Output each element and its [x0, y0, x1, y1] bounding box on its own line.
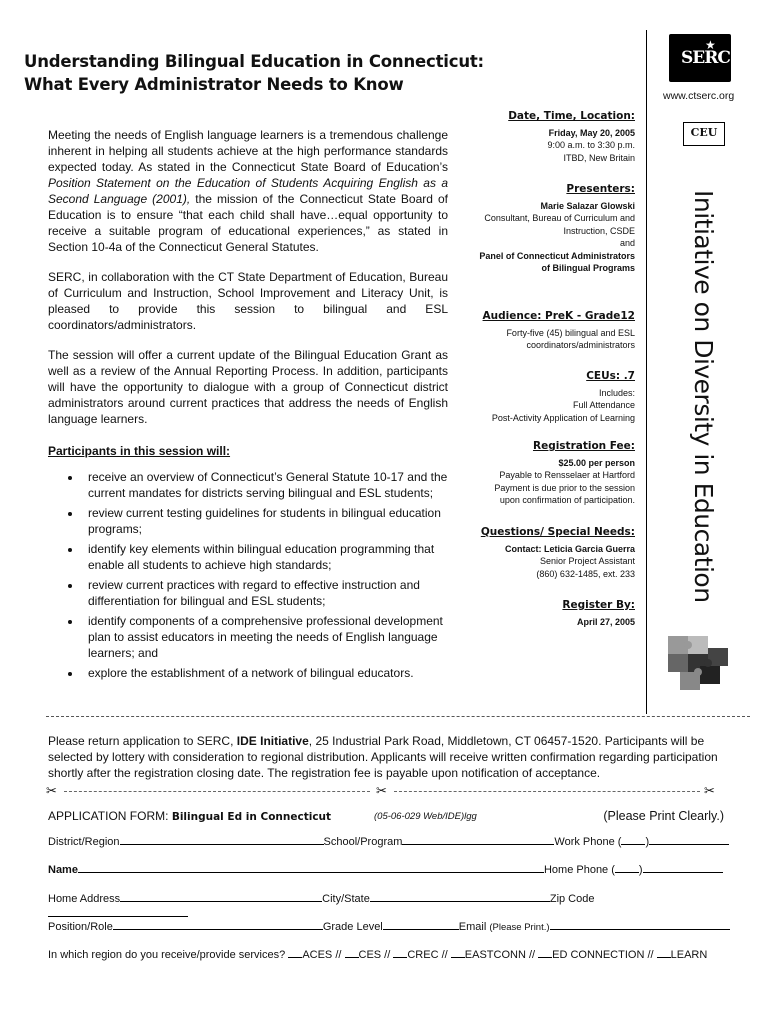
questions-special-needs: Questions/ Special Needs: Contact: Leticia Garcia Guerra Senior Project Assistant (860) 632-1485, ext. 233: [480, 526, 635, 579]
title-line-1: Understanding Bilingual Education in Connecticut:: [24, 52, 484, 71]
list-item: • identify key elements within bilingual education programming that enable all students to achieve high standards;: [82, 541, 448, 573]
region-question: In which region do you receive/provide services?: [48, 949, 286, 961]
zip-field[interactable]: [48, 905, 188, 917]
page-title: [24, 50, 484, 96]
form-label: APPLICATION FORM:: [48, 809, 169, 823]
region-option: CREC //: [407, 949, 448, 961]
scissors-icon: ✂: [46, 783, 57, 798]
grade-label: Grade Level: [322, 921, 383, 933]
list-item: • receive an overview of Connecticut’s General Statute 10-17 and the current mandates for districts serving bilingual and ESL students;: [82, 469, 448, 501]
form-row-position: [48, 918, 732, 933]
name-field[interactable]: [78, 861, 544, 873]
home-phone-field[interactable]: [643, 861, 723, 873]
list-item: • review current practices with regard to effective instruction and differentiation for bilingual and ESL students;: [82, 577, 448, 609]
scissors-icon: ✂: [376, 783, 387, 798]
cut-line: [394, 791, 700, 792]
region-option: ACES //: [302, 949, 342, 961]
section-divider: [46, 716, 750, 717]
list-item: • explore the establishment of a network of bilingual educators.: [82, 665, 448, 681]
region-checkbox[interactable]: [345, 946, 359, 958]
intro-paragraph: Meeting the needs of English language learners is a tremendous challenge inherent in helping all students achieve at the high performance standards expected today. As stated in the Connecticut State Board of Education’s Position Statement on the Education of Students Acquiring English as a Second Language (2001), the mission of the Connecticut State Board of Education is to ensure “that each child shall have…equal opportunity to receive a suitable program of educational experiences,” as stated in Section 10-4a of the Connecticut General Statutes.: [48, 128, 449, 254]
vertical-initiative-title: [688, 190, 718, 603]
list-item: • review current testing guidelines for students in bilingual education programs;: [82, 505, 448, 537]
region-checkbox[interactable]: [657, 946, 671, 958]
collaboration-paragraph: SERC, in collaboration with the CT State Department of Education, Bureau of Curriculum and Instruction, School Improvement and Literacy Unit, is pleased to provide this session to bilingual and ESL coordinators/administrators.: [48, 270, 448, 332]
participants-heading: Participants in this session will:: [48, 444, 231, 458]
ceu-badge: CEU: [683, 122, 725, 146]
register-by: Register By: April 27, 2005: [562, 599, 635, 627]
form-row-region: [48, 946, 732, 961]
date-time-location: Date, Time, Location: Friday, May 20, 2005 9:00 a.m. to 3:30 p.m. ITBD, New Britain: [508, 110, 635, 163]
form-name: Bilingual Ed in Connecticut: [171, 811, 332, 823]
name-label: Name: [48, 864, 78, 876]
ide-initiative: IDE Initiative: [236, 734, 309, 748]
work-phone-field[interactable]: [649, 833, 729, 845]
region-checkbox[interactable]: [538, 946, 552, 958]
region-checkbox[interactable]: [393, 946, 407, 958]
return-instructions: Please return application to SERC, IDE Initiative, 25 Industrial Park Road, Middletown, CT 06457-1520. Participants will be selected by lottery with consideration to regional distribution. Applicants will receive written confirmation regarding participation shortly after the registration closing date. The registration fee is payable upon notification of acceptance.: [48, 734, 718, 780]
work-phone-area-field[interactable]: [621, 833, 645, 845]
city-state-label: City/State: [322, 893, 370, 905]
audience: Audience: PreK - Grade12 Forty-five (45) bilingual and ESL coordinators/administrators: [482, 310, 635, 350]
website-url[interactable]: www.ctserc.org: [663, 90, 735, 102]
form-code: (05-06-029 Web/IDE)lgg: [374, 811, 477, 822]
city-state-field[interactable]: [370, 890, 550, 902]
region-option: CES //: [358, 949, 391, 961]
home-address-field[interactable]: [120, 890, 322, 902]
position-statement-title: Position Statement on the Education of Students Acquiring English as a Second Language (2001),: [48, 176, 448, 206]
presenters: Presenters: Marie Salazar Glowski Consultant, Bureau of Curriculum and Instruction, CSDE and Panel of Connecticut Administrators of Bilingual Programs: [479, 183, 635, 273]
email-field[interactable]: [550, 918, 730, 930]
print-clearly-note: (Please Print Clearly.): [603, 809, 724, 823]
grade-field[interactable]: [383, 918, 459, 930]
objectives-list: [48, 469, 448, 681]
school-label: School/Program: [323, 836, 403, 848]
school-field[interactable]: [402, 833, 554, 845]
serc-logo: [669, 34, 731, 82]
region-checkbox[interactable]: [451, 946, 465, 958]
registration-fee: Registration Fee: $25.00 per person Payable to Rensselaer at Hartford Payment is due prior to the session upon confirmation of participation.: [494, 440, 635, 505]
cut-line: [64, 791, 370, 792]
person-icon: ★: [705, 38, 716, 52]
form-row-name: Name Home Phone ( ): [48, 861, 732, 876]
home-address-label: Home Address: [48, 893, 121, 905]
position-field[interactable]: [113, 918, 323, 930]
email-note: (Please Print.): [489, 922, 550, 933]
vertical-divider: [646, 30, 647, 714]
region-option: ED CONNECTION //: [552, 949, 654, 961]
form-row-district: District/Region School/Program Work Phone ( ): [48, 833, 732, 848]
ceus: CEUs: .7 Includes: Full Attendance Post-Activity Application of Learning: [491, 370, 635, 423]
session-paragraph: The session will offer a current update of the Bilingual Education Grant as well as a review of the Annual Reporting Process. In addition, participants will have the opportunity to dialogue with a group of Connecticut district administrators around current practices that address the needs of English language learners.: [48, 348, 448, 426]
email-label: Email: [458, 921, 487, 933]
application-form-header: [48, 809, 728, 823]
logo-text: SERC: [681, 48, 730, 68]
home-phone-area-field[interactable]: [615, 861, 639, 873]
zip-label: Zip Code: [549, 893, 595, 905]
home-phone-label: Home Phone: [543, 864, 609, 876]
vertical-title-text: Initiative on Diversity in Education: [689, 190, 718, 603]
diversity-puzzle-logo: [660, 622, 736, 702]
position-label: Position/Role: [48, 921, 113, 933]
form-row-address: [48, 890, 732, 920]
region-option: EASTCONN //: [464, 949, 536, 961]
district-field[interactable]: [120, 833, 324, 845]
region-option: LEARN: [670, 949, 708, 961]
main-content: [48, 127, 448, 685]
title-line-2: What Every Administrator Needs to Know: [24, 75, 404, 94]
region-checkbox[interactable]: [288, 946, 302, 958]
district-label: District/Region: [48, 836, 120, 848]
scissors-icon: ✂: [704, 783, 715, 798]
list-item: • identify components of a comprehensive professional development plan to assist educators in meeting the needs of English language learners; and: [82, 613, 448, 661]
work-phone-label: Work Phone: [554, 836, 615, 848]
